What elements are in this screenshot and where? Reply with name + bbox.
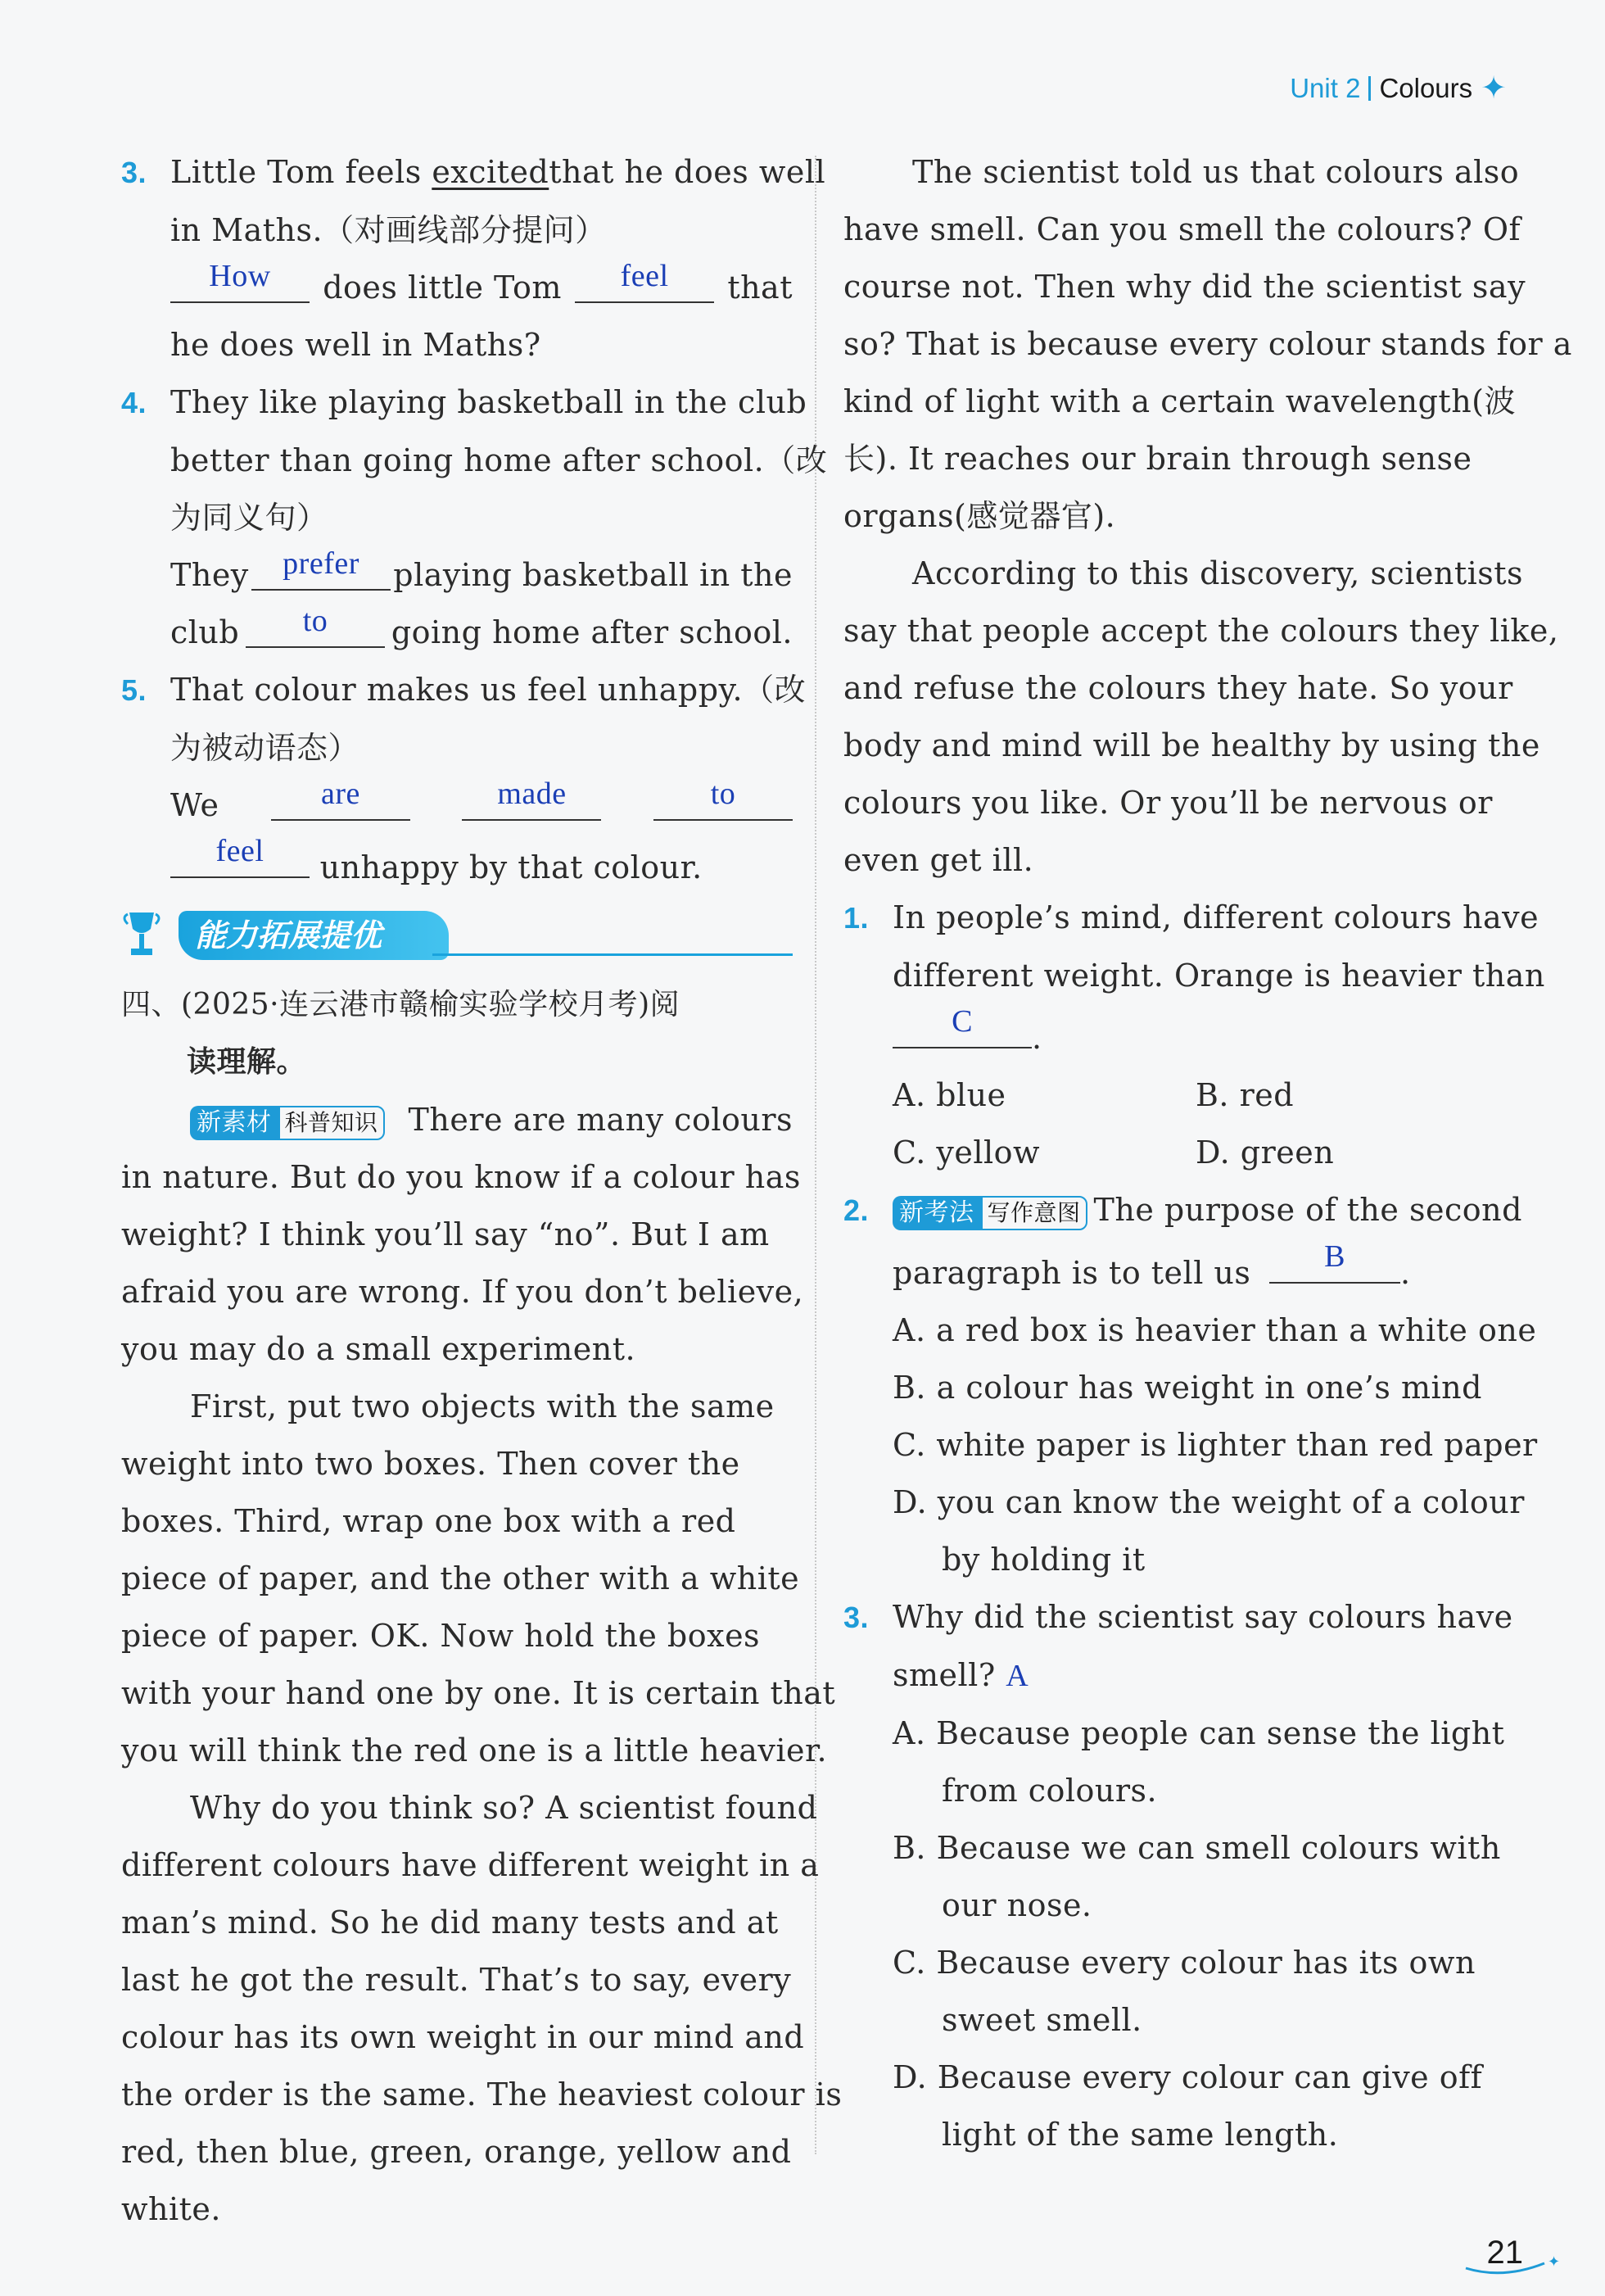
answer-text: feel: [620, 259, 669, 293]
question-4-rewrite: 4. They like playing basketball in the club better than going home after school.（改 为同义句） They prefer playing basketball in the club to going home after school.: [121, 374, 793, 661]
trophy-icon: [121, 906, 162, 963]
option-d[interactable]: D. you can know the weight of a colour: [893, 1484, 1525, 1520]
question-number: 1.: [843, 901, 870, 935]
new-material-tag: 新素材: [190, 1106, 278, 1140]
reading-question-3: 3. Why did the scientist say colours have smell? A A. Because people can sense the light from colours. B. Because we can smell colours with our nose. C. Because every colour has its own sweet smell. D. Because every colour can give off light of the same length.: [843, 1588, 1511, 2163]
banner-label: 能力拓展提优: [179, 911, 449, 960]
answer-blank[interactable]: [893, 1004, 1032, 1048]
option-a[interactable]: A. a red box is heavier than a white one: [893, 1312, 1537, 1348]
reading-question-1: 1. In people’s mind, different colours have different weight. Orange is heavier than C . A. blue B. red C. yellow D. green: [843, 889, 1511, 1181]
answer-text: B: [1324, 1239, 1345, 1274]
question-number: 3.: [843, 1601, 870, 1634]
option-d[interactable]: D. Because every colour can give off: [893, 2059, 1483, 2095]
passage-paragraph-5: According to this discovery, scientists say that people accept the colours they like, and refuse the colours they hate. So your body and mind will be healthy by using the colours you like. Or you’ll be nervous or even get ill.: [843, 555, 1559, 878]
answer-blank[interactable]: [271, 777, 410, 821]
unit-label: Unit 2: [1290, 72, 1361, 103]
answer-blank[interactable]: [653, 777, 793, 821]
question-3-rewrite: 3. Little Tom feels excited that he does well in Maths.（对画线部分提问） How does little Tom feel that he does well in Maths?: [121, 143, 793, 374]
sparkle-icon: ✦: [1481, 71, 1507, 106]
option-b[interactable]: B. a colour has weight in one’s mind: [893, 1370, 1482, 1406]
unit-title: Colours: [1379, 72, 1473, 103]
new-method-tag: 新考法: [893, 1196, 981, 1230]
option-a[interactable]: A. blue: [893, 1077, 1006, 1113]
question-number: 2.: [843, 1193, 870, 1227]
banner-rule: [432, 953, 793, 956]
section-subtitle: 读理解。: [187, 1045, 307, 1079]
passage-paragraph-3: Why do you think so? A scientist found different colours have different weight in a man’s mind. So he did many tests and at last he got the result. That’s to say, every colour has its own weight in our mind and the order is the same. The heaviest colour is red, then blue, green, orange, yellow and white.: [121, 1790, 843, 2227]
science-tag: 科普知识: [278, 1106, 385, 1140]
passage-paragraph-1: 新素材 科普知识 There are many colours in nature. But do you know if a colour has weight? I think you’ll say “no”. But I am afraid you are wrong. If you don’t believe, you may do a small experiment.: [121, 1102, 804, 1367]
answer-text: A: [1006, 1659, 1029, 1693]
page-header: [1290, 70, 1507, 106]
options-row: [843, 1124, 1511, 1181]
section-banner: [121, 903, 793, 968]
section-title: 四、(2025·连云港市赣榆实验学校月考)阅: [121, 988, 680, 1021]
answer-blank[interactable]: [1269, 1239, 1400, 1284]
option-c[interactable]: C. yellow: [893, 1134, 1041, 1171]
svg-text:✦: ✦: [1547, 2253, 1560, 2270]
option-c[interactable]: C. white paper is lighter than red paper: [893, 1427, 1538, 1463]
swoosh-icon: [1463, 2252, 1561, 2276]
header-divider: [1368, 76, 1371, 101]
answer-text: are: [321, 777, 360, 811]
passage-paragraph-4: The scientist told us that colours also have smell. Can you smell the colours? Of course not. Then why did the scientist say so? That is because every colour stands for a kind of light with a certain wavelength(波 长). It reaches our brain through sense organs(感觉器官).: [843, 154, 1572, 534]
passage-paragraph-2: First, put two objects with the same weight into two boxes. Then cover the boxes. Third, wrap one box with a red piece of paper, and the other with a white piece of paper. OK. Now hold the boxes with your hand one by one. It is certain that you will think the red one is a little heavier.: [121, 1388, 836, 1768]
option-c[interactable]: C. Because every colour has its own: [893, 1945, 1476, 1981]
answer-text: How: [209, 259, 271, 293]
answer-blank[interactable]: [575, 259, 714, 303]
option-b[interactable]: B. Because we can smell colours with: [893, 1830, 1501, 1866]
underlined-word: excited: [432, 154, 549, 190]
writing-intent-tag: 写作意图: [981, 1196, 1087, 1230]
right-column: [843, 143, 1572, 2163]
answer-text: C: [952, 1004, 973, 1039]
option-d[interactable]: D. green: [1196, 1134, 1335, 1171]
answer-text: to: [710, 777, 736, 811]
answer-blank[interactable]: [462, 777, 601, 821]
left-column: [121, 143, 843, 2238]
answer-text: made: [497, 777, 567, 811]
answer-text: prefer: [283, 546, 359, 581]
answer-text: to: [302, 604, 328, 638]
options-row: [843, 1066, 1511, 1124]
answer-text: feel: [215, 834, 264, 868]
answer-blank[interactable]: [251, 546, 391, 591]
answer-blank[interactable]: [246, 604, 385, 648]
question-number: 4.: [121, 386, 147, 419]
option-a[interactable]: A. Because people can sense the light: [893, 1715, 1505, 1751]
page-number: ✦ 21: [1487, 2235, 1524, 2271]
reading-question-2: 2. 新考法 写作意图 The purpose of the second paragraph is to tell us B . A. a red box is heavier than a white one B. a colour has weight in one’s mind C. white paper is lighter than red paper D. you can know the weight of a colour by holding it: [843, 1181, 1511, 1588]
answer-blank[interactable]: [170, 834, 310, 878]
question-5-rewrite: 5. That colour makes us feel unhappy.（改 为被动语态） We are made to feel unhappy by that colour.: [121, 661, 793, 896]
answer-blank[interactable]: [170, 259, 310, 303]
option-b[interactable]: B. red: [1196, 1077, 1295, 1113]
question-number: 5.: [121, 673, 147, 707]
question-number: 3.: [121, 156, 147, 189]
